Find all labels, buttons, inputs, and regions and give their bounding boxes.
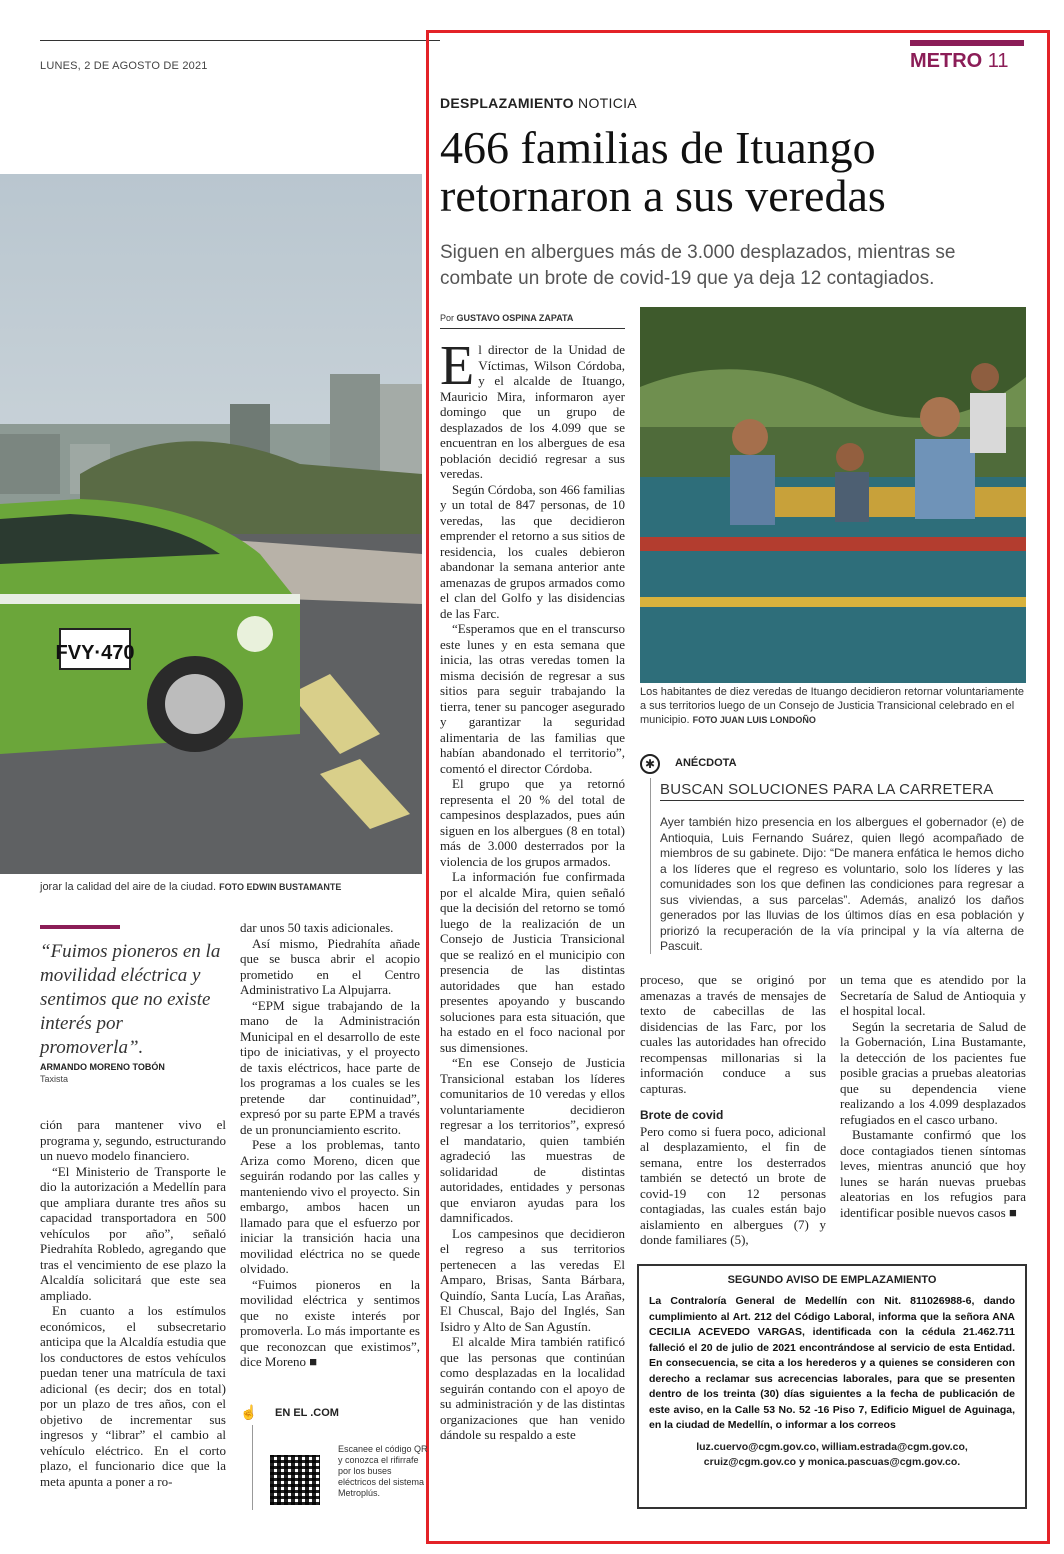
section-label (910, 50, 1009, 73)
anecdote-rule (650, 778, 651, 954)
left-column-2 (240, 920, 420, 1370)
paragraph: un tema que es atendido por la Secretaría de Salud de Antioquia y el hospital local. (840, 972, 1026, 1018)
byline (440, 313, 573, 323)
legal-notice (637, 1264, 1027, 1509)
subhead: Brote de covid (640, 1108, 724, 1122)
dropcap: E (440, 335, 475, 397)
paragraph: Pero como si fuera poco, adicional al desplazamiento, el fin de semana, entre los desterrados también se detectó un brote de covid-19 con 12 personas contagiadas, las cuales están bajo aislamiento en albergues (7) y donde familiares (5), (640, 1123, 826, 1247)
pullquote-name: ARMANDO MORENO TOBÓN (40, 1062, 165, 1072)
paragraph: “Fuimos pioneros en la movilidad eléctrica y sentimos que no existe interés por promoverla. Lo más importante es que reconozcan que existimos”, dice Moreno ■ (240, 1276, 420, 1369)
photo-credit: FOTO JUAN LUIS LONDOÑO (692, 715, 816, 725)
byline-name: GUSTAVO OSPINA ZAPATA (456, 313, 574, 323)
left-column-1 (40, 1117, 226, 1489)
paragraph: El grupo que ya retornó representa el 20 % del total de campesinos desplazados, pues aún siguen en los albergues (8 en total) más de 3.000 desterrados por la violencia de los grupos armados. (440, 776, 625, 869)
article-column-1 (440, 335, 625, 1443)
paragraph: dar unos 50 taxis adicionales. (240, 920, 394, 935)
left-photo-caption (40, 880, 420, 894)
article-photo-caption (640, 685, 1026, 727)
paragraph: En cuanto a los estímulos económicos, el subsecretario anticipa que la Alcaldía estudia que los conductores de estos vehículos puedan tener una matrícula de taxi adicional (es decir; dos en total) por un plazo de tres años, con el objetivo de incrementar sus ingresos y “librar” el cambio al vehículo eléctrico. En el corto plazo, el funcionario dice que la meta apunta a poner a ro- (40, 1303, 226, 1489)
dek: Siguen en albergues más de 3.000 desplazados, mientras se combate un brote de covid-19 que ya deja 12 contagiados. (440, 242, 956, 289)
kicker (440, 95, 637, 111)
article-column-3 (840, 972, 1026, 1220)
pullquote-bar (40, 925, 120, 929)
paragraph: Así mismo, Piedrahíta añade que se busca abrir el acopio prometido en el Centro Administrativo La Alpujarra. (240, 935, 420, 997)
taxi-photo (0, 174, 422, 874)
pullquote-role: Taxista (40, 1074, 69, 1084)
anecdote-label: ANÉCDOTA (675, 757, 737, 769)
qr-description: Escanee el código QR y conozca el rifirrafe por los buses eléctricos del sistema Metroplús. (338, 1444, 428, 1498)
anecdote-body: Ayer también hizo presencia en los albergues el gobernador (e) de Antioquia, Luis Fernando Suárez, quien llegó acompañado de miembros de su gabinete. Dijo: “De manera enfática le hemos dicho a los líderes que el regreso es voluntario, solo los líderes y las comunidades son los que definen las condiciones para regresar a sus viviendas, a sus parcelas”. Además, analizó los daños generados por las lluvias de los últimos días en esa población y priorizó la recuperación de la vía principal y la vía alterna de Pascuit. (660, 815, 1024, 953)
byline-prefix: Por (440, 313, 455, 323)
paragraph: El alcalde Mira también ratificó que las personas que continúan como desplazadas en la localidad seguirán contando con el apoyo de su administración y de las distintas organizaciones que han venido dándole su respaldo a este (440, 1334, 625, 1442)
paragraph: “Esperamos que en el transcurso este lunes y en esta semana que inicia, las otras veredas tomen la misma decisión de regresar a sus sitios para seguir trabajando la tierra, tener su pancoger asegurado y garantizar la seguridad alimentaria de las familias que habían abandonado el territorio”, comentó el director Córdoba. (440, 621, 625, 776)
caption-text: jorar la calidad del aire de la ciudad. (40, 881, 217, 893)
section-bar (910, 40, 1024, 46)
pullquote: “Fuimos pioneros en la movilidad eléctrica y sentimos que no existe interés por promoverla”. (40, 941, 221, 1058)
paragraph: Los campesinos que decidieron el regreso a sus territorios pertenecen a las veredas El Amparo, Brisas, Santa Bárbara, Quindío, Santa Lucía, Las Arañas, El Chuscal, Bajo del Inglés, San Isidro y Alto de San Agustín. (440, 1225, 625, 1334)
date-line: LUNES, 2 DE AGOSTO DE 2021 (40, 60, 208, 72)
paragraph: Pese a los problemas, tanto Ariza como Moreno, dicen que seguirán rodando por las calles y manteniendo vivo el proyecto. Sin embargo, ambos hacen un llamado para que el esfuerzo por iniciar la transición hacia una movilidad eléctrica no se quede olvidado. (240, 1137, 420, 1276)
notice-title: SEGUNDO AVISO DE EMPLAZAMIENTO (727, 1274, 937, 1286)
kicker-topic: DESPLAZAMIENTO (440, 95, 574, 111)
enel-label: EN EL .COM (275, 1407, 339, 1419)
license-plate: FVY·470 (55, 642, 135, 664)
paragraph: “EPM sigue trabajando de la mano de la Administración Municipal en el desarrollo de este tipo de iniciativas, y el proyecto de taxis eléctricos, hace parte de los programas a los cuales se les pretende dar continuidad”, expresó por su parte EPM a través de un pronunciamiento escrito. (240, 997, 420, 1137)
paragraph: Según Córdoba, son 466 familias y un total de 847 personas, de 10 veredas, las que decidieron emprender el retorno a sus sitios de residencia, los cuales debieron abandonar la semana anterior ante amenazas de grupos armados como el clan del Golfo y las disidencias de las Farc. (440, 481, 625, 621)
notice-body: La Contraloría General de Medellín con Nit. 811026988-6, dando cumplimiento al Art. 212 del Código Laboral, informa que la señora ANA CECILIA ACEVEDO VARGAS, identificada con la cédula 21.462.711 falleció el 20 de julio de 2021 encontrándose al servicio de esta Entidad. En consecuencia, se cita a los herederos y a quienes se consideren con derecho a reclamar sus acrecencias laborales, para que se presenten dentro de los treinta (30) días siguientes a la fecha de publicación de este aviso, en la Calle 53 No. 52 -16 Piso 7, Edificio Miguel de Aguinaga, en la ciudad de Medellín, o informar a los correos (649, 1295, 1015, 1431)
photo-credit: FOTO EDWIN BUSTAMANTE (219, 882, 342, 892)
enel-rule (252, 1425, 253, 1510)
paragraph: Según la secretaria de Salud de la Gobernación, Lina Bustamante, la detección de los pacientes fue posible gracias a pruebas aleatorias que su dependencia viene realizando a los 4.099 desplazados refugiados en el casco urbano. (840, 1018, 1026, 1127)
anecdote-title: BUSCAN SOLUCIONES PARA LA CARRETERA (660, 781, 1024, 801)
paragraph: Bustamante confirmó que los doce contagiados tienen síntomas leves, mientras anunció que hoy lunes se harán nuevas pruebas aleatorias en los refugios para identificar posible nuevos casos ■ (840, 1127, 1026, 1220)
top-rule (40, 40, 440, 41)
paragraph: “En ese Consejo de Justicia Transicional estaban los líderes comunitarios de 10 veredas y ellos voluntariamente decidieron regresar a los territorios”, expresó el mandatario, quien también agradeció las muestras de solidaridad de distintas autoridades, entidades y personas que enviaron ayudas para los damnificados. (440, 1055, 625, 1225)
qr-code-icon[interactable] (270, 1455, 320, 1505)
headline: 466 familias de Ituango retornaron a sus veredas (440, 122, 886, 221)
article-column-2 (640, 972, 826, 1248)
section-name: METRO (910, 50, 983, 72)
kicker-type: NOTICIA (578, 95, 637, 111)
paragraph: La información fue confirmada por el alcalde Mira, quien señaló que la decisión del retorno se tomó luego de la realización de un Consejo de Justicia Transicional que se realizó en el municipio con presencia de las distintas autoridades que han estado presentes apoyando y buscando soluciones para esta situación, que ha estado en el foco nacional por sus dimensiones. (440, 869, 625, 1055)
caption-text: Los habitantes de diez veredas de Ituango decidieron retornar voluntariamente a sus territorios luego de un Consejo de Justicia Transicional celebrado en el municipio. (640, 686, 1025, 726)
pointer-icon: ☝ (240, 1406, 258, 1421)
paragraph: l director de la Unidad de Víctimas, Wilson Córdoba, y el alcalde de Ituango, Mauricio Mira, informaron ayer domingo que un grupo de desplazados de los 4.099 que se encuentran en los albergues de esa población decidió regresar a sus veredas. (440, 342, 625, 481)
paragraph: proceso, que se originó por amenazas a través de mensajes de texto de cabecillas de las disidencias de las Farc, por los cuales las autoridades han ofrecido recompensas millonarias si la información conduce a sus capturas. (640, 972, 826, 1096)
anecdote-icon: ✱ (640, 754, 660, 774)
paragraph: “El Ministerio de Transporte le dio la autorización a Medellín para que ampliara durante tres años su capacidad transportadora en 500 vehículos por año”, señaló Piedrahíta Robledo, agregando que tras el vencimiento de ese plazo la Alcaldía solicitará que este sea ampliado. (40, 1163, 226, 1303)
paragraph: ción para mantener vivo el programa y, segundo, estructurando un nuevo modelo financiero. (40, 1117, 226, 1163)
notice-emails[interactable]: luz.cuervo@cgm.gov.co, william.estrada@cgm.gov.co, cruiz@cgm.gov.co y monica.pascuas@cgm.gov.co. (696, 1440, 968, 1468)
displaced-families-photo (640, 307, 1026, 683)
page-number: 11 (987, 50, 1009, 72)
byline-rule (440, 328, 625, 329)
